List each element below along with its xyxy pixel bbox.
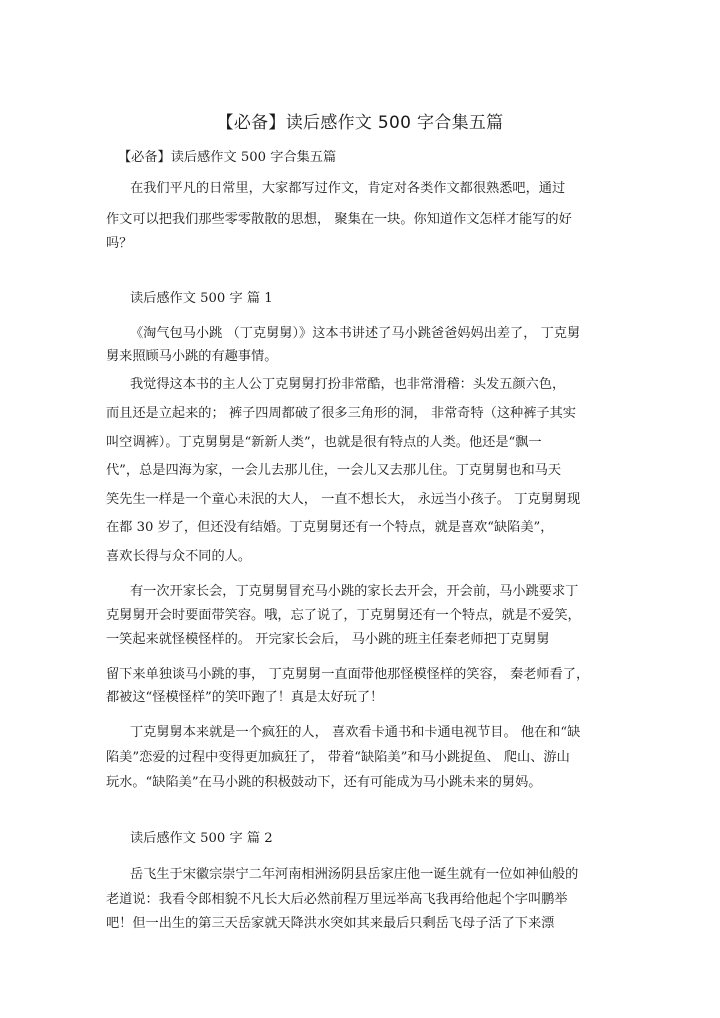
s1-para5-line-3: 玩水。“缺陷美”在马小跳的积极鼓动下，还有可能成为马小跳未来的舅妈。	[106, 775, 542, 790]
s1-para2-line-1: 我觉得这本书的主人公丁克舅舅打扮非常酷，也非常滑稽：头发五颜六色，	[130, 377, 566, 392]
s1-para3-line-3: 一笑起来就怪模怪样的。 开完家长会后， 马小跳的班主任秦老师把丁克舅舅	[106, 632, 550, 647]
s1-para4-line-1: 留下来单独谈马小跳的事， 丁克舅舅一直面带他那怪模怪样的笑容， 秦老师看了，	[106, 667, 590, 682]
s1-para2-line-2: 而且还是立起来的； 裤子四周都破了很多三角形的洞， 非常奇特（这种裤子其实	[106, 406, 576, 421]
s2-para1-line-1: 岳飞生于宋徽宗崇宁二年河南相洲汤阴县岳家庄他一诞生就有一位如神仙般的	[130, 867, 579, 882]
s1-para2-line-5: 笑先生一样是一个童心未泯的大人， 一直不想长大， 永远当小孩子。 丁克舅舅现	[106, 492, 581, 507]
section-2-heading: 读后感作文 500 字 篇 2	[130, 831, 273, 846]
s1-para4-line-2: 都被这“怪模怪样”的笑吓跑了！真是太好玩了！	[106, 690, 384, 705]
s1-para2-line-7: 喜欢长得与众不同的人。	[106, 549, 252, 564]
s2-para1-line-2: 老道说：我看令郎相貌不凡长大后必然前程万里远举高飞我再给他起个字叫鹏举	[106, 892, 568, 907]
s1-para3-line-2: 克舅舅开会时要面带笑容。哦，忘了说了，丁克舅舅还有一个特点，就是不爱笑，	[106, 608, 581, 623]
s1-para2-line-4: 代”，总是四海为家，一会儿去那儿住，一会儿又去那儿住。丁克舅舅也和马天	[106, 463, 562, 478]
s1-para1-line-1: 《淘气包马小跳 （丁克舅舅）》这本书讲述了马小跳爸爸妈妈出差了， 丁克舅	[130, 326, 581, 341]
document-title: 【必备】读后感作文 500 字合集五篇	[216, 113, 504, 133]
intro-line-2: 作文可以把我们那些零零散散的思想， 聚集在一块。你知道作文怎样才能写的好	[106, 212, 572, 227]
document-subtitle: 【必备】读后感作文 500 字合集五篇	[118, 150, 337, 165]
s1-para3-line-1: 有一次开家长会，丁克舅舅冒充马小跳的家长去开会，开会前，马小跳要求丁	[130, 584, 579, 599]
section-1-heading: 读后感作文 500 字 篇 1	[130, 291, 273, 306]
s1-para1-line-2: 舅来照顾马小跳的有趣事情。	[106, 349, 278, 364]
s1-para5-line-1: 丁克舅舅本来就是一个疯狂的人， 喜欢看卡通书和卡通电视节目。 他在和“缺	[130, 725, 581, 740]
intro-line-3: 吗？	[106, 236, 133, 251]
s2-para1-line-3: 吧！但一出生的第三天岳家就天降洪水突如其来最后只剩岳飞母子活了下来漂	[106, 916, 555, 931]
s1-para2-line-3: 叫空调裤）。丁克舅舅是“新新人类”，也就是很有特点的人类。他还是“飘一	[106, 435, 542, 450]
s1-para5-line-2: 陷美”恋爱的过程中变得更加疯狂了， 带着“缺陷美”和马小跳捉鱼、 爬山、游山	[106, 750, 570, 765]
intro-line-1: 在我们平凡的日常里，大家都写过作文，肯定对各类作文都很熟悉吧，通过	[130, 181, 566, 196]
s1-para2-line-6: 在都 30 岁了，但还没有结婚。丁克舅舅还有一个特点，就是喜欢“缺陷美”，	[106, 520, 554, 535]
